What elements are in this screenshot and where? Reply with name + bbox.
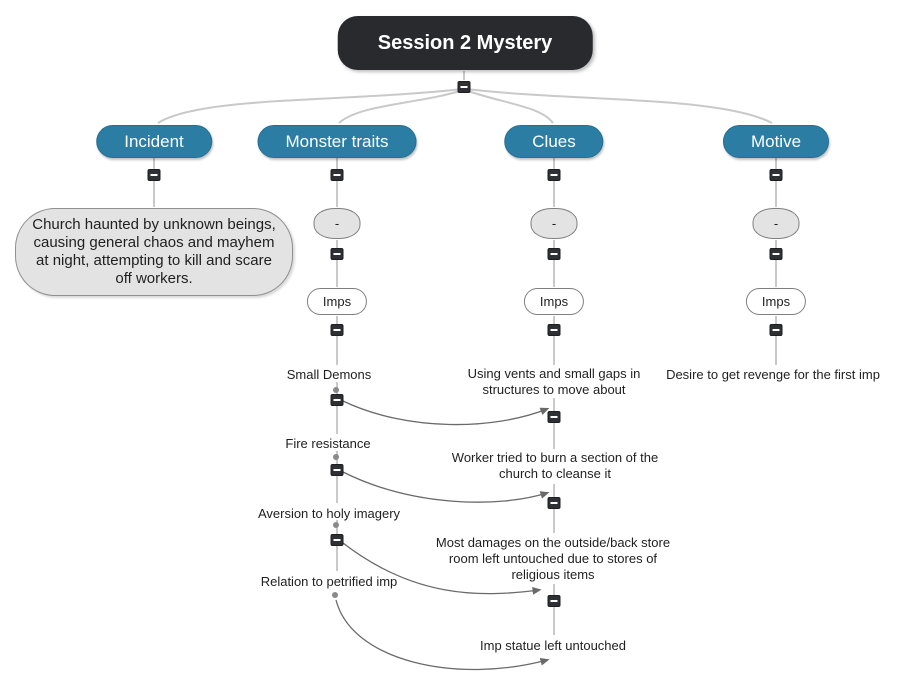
minus-icon	[551, 600, 558, 602]
node-clues[interactable]: Clues	[504, 125, 603, 158]
connector-anchor-dot	[333, 522, 339, 528]
minus-icon	[461, 86, 468, 88]
collapse-toggle-trait-fire-resistance[interactable]	[331, 464, 344, 476]
collapse-toggle-mt-imps[interactable]	[331, 324, 344, 336]
node-trait-fire-resistance[interactable]: Fire resistance	[285, 436, 371, 451]
minus-icon	[334, 174, 341, 176]
connector-anchor-dot	[333, 454, 339, 460]
connector-anchor-dot	[333, 387, 339, 393]
minus-icon	[551, 329, 558, 331]
collapse-toggle-clue-burn[interactable]	[548, 497, 561, 509]
minus-icon	[773, 253, 780, 255]
node-incident[interactable]: Incident	[96, 125, 212, 158]
node-motive-group[interactable]: -	[753, 208, 800, 239]
node-root[interactable]: Session 2 Mystery	[338, 16, 593, 70]
node-motive-imps[interactable]: Imps	[746, 288, 806, 315]
minus-icon	[334, 539, 341, 541]
connector-arrow[interactable]	[343, 401, 547, 425]
node-monster-traits[interactable]: Monster traits	[258, 125, 417, 158]
collapse-toggle-motive-imps[interactable]	[770, 324, 783, 336]
collapse-toggle-clue-vents[interactable]	[548, 411, 561, 423]
collapse-toggle-motive[interactable]	[770, 169, 783, 181]
connector-anchor-dot	[332, 592, 338, 598]
collapse-toggle-mt-group[interactable]	[331, 248, 344, 260]
node-trait-petrified-imp[interactable]: Relation to petrified imp	[260, 574, 398, 589]
node-motive-revenge[interactable]: Desire to get revenge for the first imp	[666, 367, 880, 382]
node-monster-traits-imps[interactable]: Imps	[307, 288, 367, 315]
collapse-toggle-monster-traits[interactable]	[331, 169, 344, 181]
node-trait-small-demons[interactable]: Small Demons	[286, 367, 372, 382]
node-motive[interactable]: Motive	[723, 125, 829, 158]
collapse-toggle-motive-group[interactable]	[770, 248, 783, 260]
collapse-toggle-root[interactable]	[458, 81, 471, 93]
node-clues-imps[interactable]: Imps	[524, 288, 584, 315]
minus-icon	[551, 174, 558, 176]
collapse-toggle-clues-group[interactable]	[548, 248, 561, 260]
collapse-toggle-clues-imps[interactable]	[548, 324, 561, 336]
node-clue-vents[interactable]: Using vents and small gaps in structures to move about	[467, 366, 641, 397]
connector-arrow[interactable]	[336, 600, 547, 670]
collapse-toggle-incident[interactable]	[148, 169, 161, 181]
node-clue-statue[interactable]: Imp statue left untouched	[480, 638, 626, 653]
minus-icon	[151, 174, 158, 176]
tree-edge	[466, 89, 772, 123]
collapse-toggle-clue-damages[interactable]	[548, 595, 561, 607]
minus-icon	[773, 174, 780, 176]
node-monster-traits-group[interactable]: -	[314, 208, 361, 239]
minus-icon	[773, 329, 780, 331]
minus-icon	[551, 502, 558, 504]
tree-edge	[158, 89, 462, 123]
node-clues-group[interactable]: -	[531, 208, 578, 239]
collapse-toggle-clues[interactable]	[548, 169, 561, 181]
minus-icon	[334, 329, 341, 331]
minus-icon	[334, 399, 341, 401]
minus-icon	[334, 253, 341, 255]
collapse-toggle-trait-small-demons[interactable]	[331, 394, 344, 406]
minus-icon	[334, 469, 341, 471]
node-clue-damages[interactable]: Most damages on the outside/back store room left untouched due to stores of religious items	[435, 535, 671, 582]
collapse-toggle-trait-holy-aversion[interactable]	[331, 534, 344, 546]
minus-icon	[551, 253, 558, 255]
node-clue-burn[interactable]: Worker tried to burn a section of the church to cleanse it	[451, 450, 659, 481]
minus-icon	[551, 416, 558, 418]
node-trait-holy-aversion[interactable]: Aversion to holy imagery	[257, 506, 401, 521]
node-incident-note[interactable]: Church haunted by unknown beings, causing general chaos and mayhem at night, attempting to kill and scare off workers.	[15, 208, 293, 296]
